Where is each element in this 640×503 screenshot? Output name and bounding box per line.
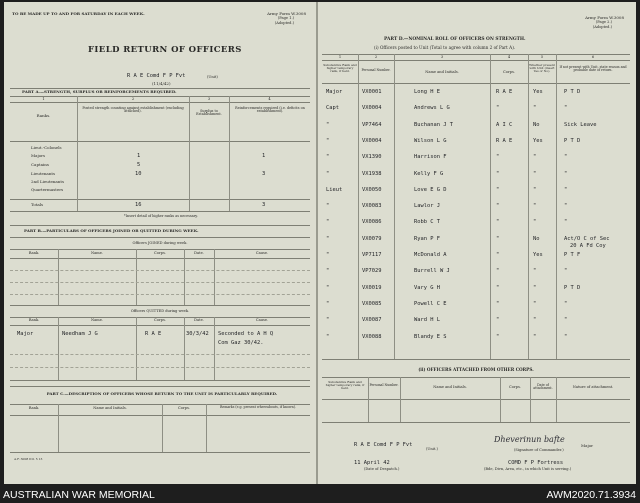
footer-bar [0,487,640,503]
rank-captains: Captains [31,162,49,167]
roll-corps: " [496,284,500,291]
station-typed: COMD F P Fortress [508,460,564,466]
roll-num: VX0019 [362,284,382,291]
surplus-header: Surplus to Establishment. [196,109,222,117]
posted-majors: 1 [137,153,141,159]
roll-rank: " [326,268,330,275]
roll-name: Harrison F [414,154,447,161]
roll-corps: R A E [496,89,513,95]
unit-label: (Unit) [207,75,218,79]
roll-corps: " [496,170,500,177]
signature-rank: Major [581,443,594,448]
roll-num: VX0004 [362,137,382,144]
quitted-rank-header: Rank. [28,318,40,322]
roll-present: Yes [533,137,543,144]
roll-rank: " [326,154,330,161]
roll-name: Long H E [414,89,440,95]
joined-cause-header: Cause. [255,251,269,255]
unit-label: (Unit.) [426,447,438,451]
roll-name: Robb C T [414,219,440,226]
quitted-name: Needham J G [62,331,98,337]
roll-reason-line2: 20 A Fd Coy [570,242,606,249]
joined-corps-header: Corps. [154,251,166,255]
commander-signature: Dheverinun bafte [494,435,565,444]
joined-name-header: Name. [91,251,103,255]
roll-reason: " [564,154,568,161]
roll-reason: Sick Leave [564,121,597,128]
col-num: 1 [42,97,45,101]
roll-corps: " [496,333,500,340]
roll-present: " [533,219,537,226]
roll-present: " [533,268,537,275]
roll-name: Ryan P F [414,235,440,242]
quitted-cause-line1: Seconded to A H Q [218,331,274,337]
part-c-title: PART C.—DESCRIPTION OF OFFICERS WHOSE RETURN TO THE UNIT IS PARTICULARLY REQUIRED. [46,391,278,396]
roll-reason: " [564,203,568,210]
quitted-cause-header: Cause. [255,318,269,322]
col-num: 4 [507,55,511,59]
d-present-header: Whether present with Unit (insert Yes or No). [529,63,555,73]
roll-present: No [533,121,540,128]
roll-name: McDonald A [414,252,447,258]
roll-num: VX0085 [362,300,382,307]
form-number: Army Form W.3008 [267,11,306,16]
roll-num: VX0050 [362,186,382,193]
roll-name: Kelly F G [414,170,444,177]
roll-present: Yes [533,252,543,258]
roll-rank: " [326,300,330,307]
roll-corps: " [496,186,500,193]
rank-2nd-lieutenants: 2nd Lieutenants [31,179,65,184]
roll-rank: " [326,252,330,258]
part-b-title: PART B.—PARTICULARS OF OFFICERS JOINED OR QUITTED DURING WEEK. [24,228,199,233]
d2-number-header: Personal Number. [369,383,399,387]
roll-rank: " [326,219,330,226]
totals-reinf: 3 [262,202,266,208]
roll-name: Powell C E [414,300,447,307]
unit-date: (11/4/42) [152,81,171,86]
roll-rank: " [326,121,330,128]
roll-rank: " [326,170,330,177]
d2-corps-header: Corps. [509,385,521,389]
print-code: A.F. 3008 P.O. 5 13 [14,457,43,461]
d-number-header: Personal Number. [361,68,391,72]
roll-rank: " [326,333,330,340]
top-note: TO BE MADE UP TO AND FOR SATURDAY IN EACH WEEK. [12,11,145,16]
form-adopted: (Adopted.) [274,21,294,25]
quitted-cause-line2: Com Gaz 30/42. [218,340,264,346]
roll-present: " [533,170,537,177]
roll-rank: " [326,203,330,210]
roll-present: " [533,300,537,307]
roll-reason: " [564,317,568,324]
roll-num: VP7117 [362,252,382,258]
unit-typed: R A E Comd F P Fvt [354,442,413,448]
quitted-corps: R A E [145,331,162,337]
part-a-note: *Insert detail of higher ranks as necessary. [124,214,198,218]
despatch-label: (Date of Despatch.) [364,467,400,471]
roll-rank: Capt [326,105,339,112]
rank-majors: Majors [31,153,46,158]
c-remarks-header: Remarks (e.g. present whereabouts, if known). [220,405,296,409]
roll-rank: " [326,137,330,144]
col-num: 2 [374,55,378,59]
d-name-header: Name and Initials. [425,70,459,74]
roll-present: No [533,235,540,242]
posted-captains: 5 [137,162,141,168]
d-corps-header: Corps. [503,70,515,74]
roll-reason: " [564,186,568,193]
roll-present: " [533,284,537,291]
reinforcements-header: Reinforcements required (i.e. deficits on establishment). [235,106,305,114]
col-num: 2 [131,97,135,101]
form-number: Army Form W.3008 [585,15,624,20]
quitted-title: Officers QUITTED during week. [130,309,190,313]
roll-corps: R A E [496,137,513,144]
roll-name: Blandy E S [414,333,447,340]
station-label: (Bde, Divn, Area, etc., in which Unit is serving.) [484,467,572,471]
d2-nature-header: Nature of attachment. [572,385,614,389]
part-d-title: PART D.—NOMINAL ROLL OF OFFICERS ON STRENGTH. [384,37,526,42]
roll-corps: " [496,268,500,275]
roll-corps: " [496,203,500,210]
roll-present: " [533,203,537,210]
roll-rank: " [326,284,330,291]
roll-name: Ward H L [414,317,440,324]
form-title: FIELD RETURN OF OFFICERS [88,45,242,55]
c-rank-header: Rank. [28,406,40,410]
d2-rank-header: Substantive Rank and higher temporary rank, if held. [325,380,365,390]
footer-source: AUSTRALIAN WAR MEMORIAL [3,489,155,501]
roll-num: VX0004 [362,105,382,112]
col-num: 5 [540,55,544,59]
roll-num: VX0001 [362,89,382,95]
roll-rank: Lieut [326,186,343,193]
d2-title: (ii) OFFICERS ATTACHED FROM OTHER CORPS. [418,367,534,372]
roll-present: " [533,105,537,112]
col-num: 3 [207,97,211,101]
col-num: 4 [268,97,271,101]
c-name-header: Name and Initials. [93,406,127,410]
rank-quartermasters: Quartermasters [31,187,64,192]
roll-name: Andrews L G [414,105,450,112]
roll-num: VX1390 [362,154,382,161]
roll-num: VP7029 [362,268,382,275]
form-page: (Page 2.) [595,20,612,24]
roll-reason: P T F [564,252,581,258]
roll-present: " [533,317,537,324]
joined-date-header: Date. [194,251,204,255]
roll-reason: " [564,219,568,226]
roll-corps: " [496,154,500,161]
form-page: (Page 1.) [277,16,294,20]
roll-corps: " [496,300,500,307]
roll-rank: " [326,235,330,242]
roll-present: " [533,333,537,340]
roll-name: Vary G H [414,284,440,291]
roll-present: " [533,186,537,193]
despatch-date: 11 April 42 [354,460,390,466]
roll-present: Yes [533,89,543,95]
roll-reason: Act/O C of Sec [564,235,610,242]
posted-lieutenants: 10 [135,171,142,177]
roll-num: VX0079 [362,235,382,242]
roll-rank: " [326,317,330,324]
page-two [318,2,636,484]
roll-reason: P T D [564,137,581,144]
col-num: 3 [440,55,444,59]
part-a-title: PART A.—STRENGTH, SURPLUS OR REINFORCEMENTS REQUIRED. [22,89,177,94]
d1-title: (i) Officers posted to Unit (Total to agree with column 2 of Part A). [374,45,516,50]
roll-present: " [533,154,537,161]
reinf-lieutenants: 3 [262,171,266,177]
roll-num: VX0086 [362,219,382,226]
roll-num: VX0087 [362,317,382,324]
roll-reason: P T D [564,89,581,95]
roll-num: VX1938 [362,170,382,177]
quitted-name-header: Name. [91,318,103,322]
roll-name: Love E G D [414,186,447,193]
roll-reason: " [564,105,568,112]
page-one [4,2,316,484]
reinf-majors: 1 [262,153,266,159]
d2-date-header: Date of attachment. [533,383,553,391]
roll-rank: Major [326,89,343,95]
footer-accession: AWM2020.71.3934 [546,489,636,501]
col-num: 1 [338,55,342,59]
roll-reason: " [564,268,568,275]
posted-header: Posted strength counting against establishment (excluding attached). [82,106,184,114]
roll-corps: A I C [496,121,513,128]
totals-posted: 16 [135,202,142,208]
roll-corps: " [496,252,500,258]
joined-rank-header: Rank. [28,251,40,255]
roll-name: Buchanan J T [414,121,453,128]
d-rank-header: Substantive Rank and higher temporary rank, if held. [323,63,357,73]
roll-num: VX0088 [362,333,382,340]
roll-num: VX0083 [362,203,382,210]
col-num: 6 [591,55,595,59]
roll-name: Burrell W J [414,268,450,275]
roll-reason: " [564,170,568,177]
ranks-header: Ranks. [36,113,51,118]
signature-label: (Signature of Commander.) [514,448,564,452]
roll-name: Wilson L G [414,137,447,144]
roll-reason: " [564,333,568,340]
d2-name-header: Name and Initials. [433,385,467,389]
roll-name: Lawlor J [414,203,440,210]
quitted-rank: Major [17,331,34,337]
totals-label: Totals [31,202,44,207]
rank-lieut-colonels: Lieut.-Colonels [31,145,62,150]
form-adopted: (Adopted.) [592,25,612,29]
roll-corps: " [496,105,500,112]
roll-num: VP7464 [362,121,382,128]
quitted-date: 30/3/42 [186,331,209,337]
c-corps-header: Corps. [178,406,190,410]
unit-typed: R A E Comd F P Fvt [127,73,186,79]
rank-lieutenants: Lieutenants [31,171,56,176]
quitted-corps-header: Corps. [154,318,166,322]
roll-corps: " [496,317,500,324]
d-reason-header: If not present with Unit, state reason and probable date of return. [559,65,627,73]
joined-title: Officers JOINED during week. [132,241,188,245]
roll-corps: " [496,235,500,242]
roll-reason: P T D [564,284,581,291]
roll-corps: " [496,219,500,226]
roll-reason: " [564,300,568,307]
quitted-date-header: Date. [194,318,204,322]
